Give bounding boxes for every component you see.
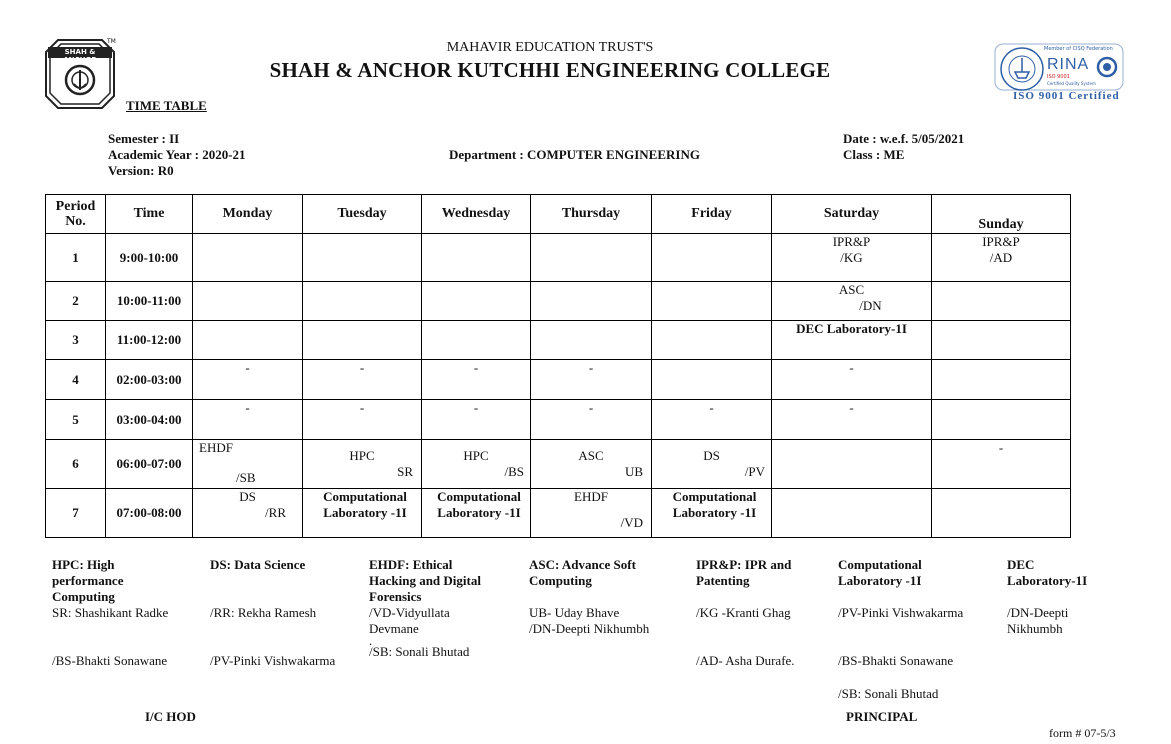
period-time: 03:00-04:00 xyxy=(106,400,193,440)
cell-sat xyxy=(772,489,932,538)
table-row xyxy=(46,321,1071,360)
iso-certified: ISO 9001 Certified xyxy=(1013,90,1120,102)
college-name: SHAH & ANCHOR KUTCHHI ENGINEERING COLLEGE xyxy=(269,58,831,82)
rina-iso: ISO 9001 xyxy=(1047,74,1070,80)
academic-year: Academic Year : 2020-21 xyxy=(108,147,246,162)
cell-wed xyxy=(422,234,531,282)
legend-heading: Computational xyxy=(838,557,922,572)
cell-mon xyxy=(193,282,303,321)
date-class-info xyxy=(843,131,964,163)
cell-tue xyxy=(303,234,422,282)
period-line1: Period xyxy=(55,199,96,214)
col-period xyxy=(46,195,106,234)
subject: EHDF xyxy=(574,489,608,504)
legend-dec xyxy=(1007,557,1087,637)
subject: Computational xyxy=(323,489,407,504)
legend-heading: DS: Data Science xyxy=(210,557,306,572)
subject: IPR&P xyxy=(832,234,871,249)
cell-fri xyxy=(652,282,772,321)
cell-mon xyxy=(193,321,303,360)
legend-heading: Laboratory-1I xyxy=(1007,573,1088,588)
legend-hpc xyxy=(52,557,168,669)
legend-teacher: /PV-Pinki Vishwakarma xyxy=(838,605,964,620)
subject: HPC xyxy=(463,448,489,463)
cell-wed: - xyxy=(422,360,531,400)
teacher: /KG xyxy=(840,250,863,265)
cell-wed: - xyxy=(422,400,531,440)
cell-sat: - xyxy=(772,400,932,440)
legend-teacher: Devmane xyxy=(369,621,419,636)
col-thursday: Thursday xyxy=(531,195,652,234)
cell-sun xyxy=(932,360,1071,400)
legend-heading: HPC: High xyxy=(52,557,115,572)
cell-mon: - xyxy=(193,360,303,400)
cell-fri xyxy=(652,440,772,489)
col-time: Time xyxy=(106,195,193,234)
cell-sun xyxy=(932,400,1071,440)
period-time: 02:00-03:00 xyxy=(106,360,193,400)
period-number: 7 xyxy=(46,489,106,538)
cell-tue xyxy=(303,282,422,321)
col-tuesday: Tuesday xyxy=(303,195,422,234)
cell-sun xyxy=(932,321,1071,360)
subject: ASC xyxy=(578,448,604,463)
trust-name: MAHAVIR EDUCATION TRUST'S xyxy=(446,40,654,55)
date: Date : w.e.f. 5/05/2021 xyxy=(843,131,965,146)
period-number: 3 xyxy=(46,321,106,360)
cell-thu xyxy=(531,234,652,282)
cell-sun xyxy=(932,234,1071,282)
period-number: 4 xyxy=(46,360,106,400)
teacher: UB xyxy=(624,464,643,479)
legend-ipr xyxy=(696,557,795,669)
table-row xyxy=(46,234,1071,282)
period-number: 1 xyxy=(46,234,106,282)
teacher: /VD xyxy=(620,515,643,530)
legend-teacher: UB- Uday Bhave xyxy=(529,605,620,620)
legend-teacher: /BS-Bhakti Sonawane xyxy=(52,653,168,668)
cell-thu: - xyxy=(531,360,652,400)
subject: HPC xyxy=(349,448,375,463)
legend-heading: Forensics xyxy=(369,589,422,604)
col-monday: Monday xyxy=(193,195,303,234)
teacher: /SB xyxy=(236,470,256,485)
cell-tue xyxy=(303,321,422,360)
period-time: 10:00-11:00 xyxy=(106,282,193,321)
semester-info xyxy=(108,131,246,179)
cell-mon xyxy=(193,234,303,282)
legend-teacher: /DN-Deepti xyxy=(1007,605,1069,620)
teacher: /AD xyxy=(989,250,1013,265)
legend-teacher: /PV-Pinki Vishwakarma xyxy=(210,653,336,668)
timetable xyxy=(45,194,1071,538)
legend-comp-lab xyxy=(838,557,963,702)
legend-heading: Laboratory -1I xyxy=(838,573,922,588)
department: Department : COMPUTER ENGINEERING xyxy=(449,147,700,162)
col-saturday: Saturday xyxy=(772,195,932,234)
logo-tm: TM xyxy=(107,38,116,45)
col-friday: Friday xyxy=(652,195,772,234)
cell-fri: - xyxy=(652,400,772,440)
teacher: /DN xyxy=(859,298,882,313)
table-row xyxy=(46,440,1071,489)
period-time: 07:00-08:00 xyxy=(106,489,193,538)
legend-teacher: /SB: Sonali Bhutad xyxy=(369,644,470,659)
teacher: /RR xyxy=(265,505,286,520)
cell-thu: - xyxy=(531,400,652,440)
cell-fri xyxy=(652,321,772,360)
period-line2: No. xyxy=(65,214,86,229)
subject: ASC xyxy=(838,282,865,297)
legend-teacher: /DN-Deepti Nikhumbh xyxy=(529,621,650,636)
legend-heading: Patenting xyxy=(696,573,750,588)
period-time: 9:00-10:00 xyxy=(106,234,193,282)
legend-teacher: SR: Shashikant Radke xyxy=(52,605,169,620)
cell-fri xyxy=(652,489,772,538)
period-time: 06:00-07:00 xyxy=(106,440,193,489)
form-number: form # 07-5/3 xyxy=(1049,726,1116,740)
cell-wed xyxy=(422,489,531,538)
cell-wed xyxy=(422,321,531,360)
cell-wed xyxy=(422,440,531,489)
class: Class : ME xyxy=(843,147,905,162)
cell-sat: DEC Laboratory-1I xyxy=(772,321,932,360)
col-sunday: Sunday xyxy=(932,195,1071,234)
period-number: 2 xyxy=(46,282,106,321)
cell-mon xyxy=(193,440,303,489)
subject: Computational xyxy=(672,489,757,504)
legend-heading: EHDF: Ethical xyxy=(369,557,453,572)
table-row xyxy=(46,360,1071,400)
subject-detail: Laboratory -1I xyxy=(323,505,407,520)
legend-heading: DEC xyxy=(1007,557,1035,572)
legend-heading: performance xyxy=(52,573,124,588)
cell-tue xyxy=(303,440,422,489)
legend-asc xyxy=(529,557,649,637)
cell-sat xyxy=(772,282,932,321)
col-wednesday: Wednesday xyxy=(422,195,531,234)
cell-sat xyxy=(772,234,932,282)
subject: DS xyxy=(239,489,256,504)
legend-heading: Hacking and Digital xyxy=(369,573,481,588)
legend-teacher: /SB: Sonali Bhutad xyxy=(838,686,939,701)
legend-teacher: /RR: Rekha Ramesh xyxy=(210,605,317,620)
legend-heading: Computing xyxy=(52,589,115,604)
cell-wed xyxy=(422,282,531,321)
cell-thu xyxy=(531,440,652,489)
subject: EHDF xyxy=(199,440,233,455)
period-number: 5 xyxy=(46,400,106,440)
table-row xyxy=(46,282,1071,321)
logo-text: SHAH & ANCHOR xyxy=(63,48,97,64)
legend-ds xyxy=(210,557,335,669)
cell-sun xyxy=(932,489,1071,538)
subject: Computational xyxy=(437,489,521,504)
cell-mon: - xyxy=(193,400,303,440)
rina-name: RINA xyxy=(1047,56,1090,73)
table-row xyxy=(46,489,1071,538)
cell-fri xyxy=(652,234,772,282)
cell-thu xyxy=(531,489,652,538)
cell-sat: - xyxy=(772,360,932,400)
cell-tue: - xyxy=(303,400,422,440)
legend-teacher: /AD- Asha Durafe. xyxy=(696,653,795,668)
legend-teacher: /VD-Vidyullata xyxy=(369,605,450,620)
table-row xyxy=(46,400,1071,440)
period-time: 11:00-12:00 xyxy=(106,321,193,360)
semester: Semester : II xyxy=(108,131,180,146)
cell-sun xyxy=(932,282,1071,321)
cell-fri xyxy=(652,360,772,400)
legend-teacher: /BS-Bhakti Sonawane xyxy=(838,653,954,668)
teacher: /PV xyxy=(744,464,765,479)
legend-teacher: /KG -Kranti Ghag xyxy=(696,605,791,620)
cell-sun: - xyxy=(932,440,1071,489)
cell-thu xyxy=(531,321,652,360)
cell-tue: - xyxy=(303,360,422,400)
legend-heading: IPR&P: IPR and xyxy=(696,557,792,572)
rina-quality: Certified Quality System xyxy=(1047,81,1096,86)
subject: DS xyxy=(703,448,720,463)
legend-heading: Computing xyxy=(529,573,592,588)
rina-member-text: Member of CISQ Federation xyxy=(1044,46,1113,52)
cell-thu xyxy=(531,282,652,321)
cell-tue xyxy=(303,489,422,538)
teacher: /BS xyxy=(504,464,524,479)
teacher: SR xyxy=(397,464,413,479)
cell-sat xyxy=(772,440,932,489)
timetable-title: TIME TABLE xyxy=(126,98,207,113)
cell-mon xyxy=(193,489,303,538)
subject-detail: Laboratory -1I xyxy=(437,505,521,520)
subject-detail: Laboratory -1I xyxy=(672,505,757,520)
principal-signature: PRINCIPAL xyxy=(846,709,918,724)
subject: IPR&P xyxy=(982,234,1020,249)
legend-dot: . xyxy=(369,633,373,648)
legend-teacher: Nikhumbh xyxy=(1007,621,1063,636)
period-number: 6 xyxy=(46,440,106,489)
hod-signature: I/C HOD xyxy=(145,709,196,724)
legend-heading: ASC: Advance Soft xyxy=(529,557,636,572)
version: Version: R0 xyxy=(108,163,174,178)
legend-ehdf xyxy=(369,557,481,660)
header-row xyxy=(46,195,1071,234)
